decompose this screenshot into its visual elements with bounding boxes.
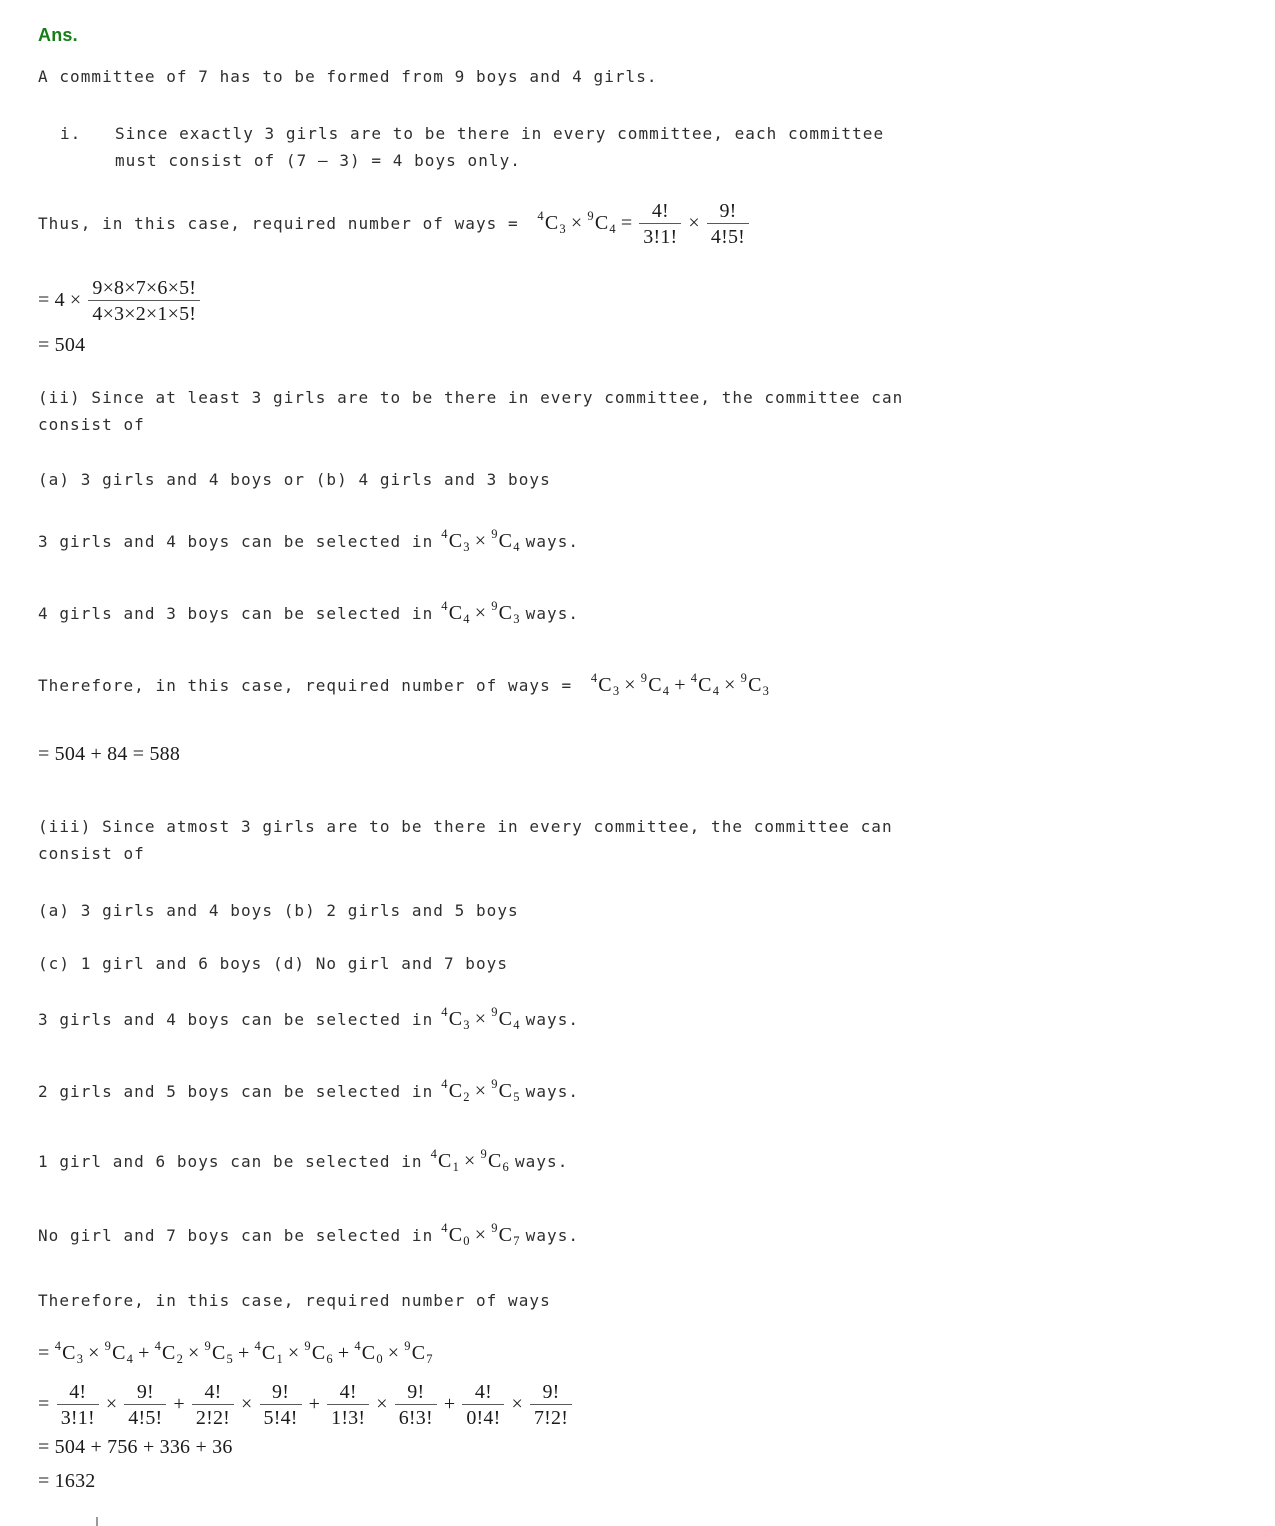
combination-symbol — [491, 526, 520, 554]
combination-letter: C — [448, 529, 463, 552]
combination-superscript: 9 — [491, 1004, 498, 1019]
combination-letter: C — [448, 601, 463, 624]
sentence-text: Thus, in this case, required number of ways = — [38, 213, 530, 233]
combination-superscript: 4 — [354, 1338, 361, 1353]
case-ii-ways-line — [38, 665, 1048, 705]
math-operator: × — [376, 1392, 388, 1415]
combination-letter: C — [498, 601, 513, 624]
sentence-text: 3 girls and 4 boys can be selected in — [38, 1009, 434, 1029]
combination-subscript: 7 — [426, 1351, 433, 1366]
combination-symbol — [204, 1338, 233, 1366]
combination-subscript: 1 — [452, 1159, 460, 1174]
case-iii-combination-sum — [38, 1338, 1235, 1367]
combination-subscript: 0 — [376, 1351, 383, 1366]
combination-symbol — [537, 208, 566, 236]
combination-superscript: 4 — [154, 1338, 162, 1353]
combination-symbol — [404, 1338, 433, 1366]
combination-letter: C — [498, 1007, 513, 1030]
fraction — [462, 1381, 504, 1430]
combination-subscript: 3 — [612, 683, 620, 698]
math-operator: × — [570, 211, 583, 234]
combination-superscript: 4 — [54, 1338, 62, 1353]
case-i-item — [38, 120, 1235, 174]
combination-superscript: 4 — [441, 1004, 448, 1019]
fraction-numerator: 9! — [542, 1380, 560, 1403]
math-operator: = — [620, 211, 633, 234]
combination-subscript: 4 — [662, 683, 670, 698]
math-expression — [38, 1380, 574, 1430]
combination-subscript: 5 — [226, 1351, 233, 1366]
fraction — [639, 200, 681, 249]
combination-subscript: 4 — [609, 221, 616, 236]
combination-superscript: 9 — [304, 1338, 311, 1353]
combination-symbol — [491, 1004, 520, 1032]
fraction-denominator: 6!3! — [395, 1404, 437, 1429]
combination-letter: C — [698, 673, 712, 696]
math-operator: × — [387, 1341, 400, 1364]
combination-subscript: 5 — [513, 1089, 520, 1104]
fraction-numerator: 9! — [136, 1380, 154, 1403]
combination-symbol — [480, 1146, 509, 1174]
combination-symbol — [304, 1338, 333, 1366]
case-i-ways-line — [38, 200, 1048, 249]
combination-letter: C — [162, 1341, 176, 1364]
fraction-numerator: 4! — [339, 1380, 357, 1403]
combination-letter: C — [411, 1341, 426, 1364]
combination-letter: C — [498, 1079, 513, 1102]
fraction-numerator: 4! — [651, 200, 669, 222]
math-operator: + — [443, 1392, 456, 1415]
combination-subscript: 3 — [513, 611, 520, 626]
combination-letter: C — [448, 1007, 463, 1030]
combination-superscript: 4 — [441, 598, 448, 613]
fraction-denominator: 4!5! — [124, 1404, 166, 1429]
math-operator: × — [188, 1341, 200, 1364]
case-i-result — [38, 332, 1235, 358]
fraction-denominator: 3!1! — [639, 223, 681, 248]
combination-superscript: 9 — [491, 1076, 498, 1091]
fraction-denominator: 3!1! — [57, 1404, 99, 1429]
case-iii-options-2: (c) 1 girl and 6 boys (d) No girl and 7 boys — [38, 953, 509, 973]
combination-letter: C — [448, 1223, 463, 1246]
list-item-text: Since exactly 3 girls are to be there in every committee, each committee must consist of (7 – 3) = 4 boys only. — [115, 124, 885, 170]
combination-subscript: 6 — [502, 1159, 509, 1174]
combination-superscript: 9 — [640, 670, 648, 685]
math-operator: × — [624, 673, 636, 696]
combination-symbol — [441, 598, 470, 626]
combination-letter: C — [311, 1341, 326, 1364]
sentence-text-after-math: ways. — [525, 531, 580, 551]
math-text: = 504 + 756 + 336 + 36 — [38, 1435, 233, 1458]
combination-symbol — [441, 1076, 470, 1104]
case-iii-factorial-sum — [38, 1381, 1235, 1430]
fraction — [327, 1381, 369, 1430]
sentence-text: No girl and 7 boys can be selected in — [38, 1225, 434, 1245]
case-iii-selection-b — [38, 1071, 1048, 1111]
combination-symbol — [254, 1338, 283, 1366]
math-text: = 4 — [38, 288, 65, 311]
fraction-numerator: 9! — [407, 1380, 425, 1403]
combination-subscript: 4 — [513, 539, 520, 554]
combination-subscript: 1 — [276, 1351, 283, 1366]
combination-symbol — [154, 1338, 184, 1366]
combination-letter: C — [62, 1341, 76, 1364]
math-expression — [537, 200, 751, 249]
combination-symbol — [491, 1076, 520, 1104]
sentence-text-after-math: ways. — [525, 603, 580, 623]
math-operator: + — [674, 673, 686, 696]
sentence-text: 3 girls and 4 boys can be selected in — [38, 531, 434, 551]
math-expression — [38, 1338, 433, 1366]
content — [38, 63, 1235, 1494]
math-operator: × — [474, 1223, 487, 1246]
math-expression — [38, 1470, 95, 1492]
sentence-text: Therefore, in this case, required number of ways = — [38, 675, 583, 695]
combination-subscript: 3 — [762, 683, 770, 698]
combination-symbol — [587, 208, 616, 236]
combination-symbol — [640, 670, 670, 698]
sentence-text-after-math: ways. — [525, 1009, 580, 1029]
combination-superscript: 4 — [430, 1146, 438, 1161]
case-ii-selection-a — [38, 521, 1048, 561]
sentence-text-after-math: ways. — [525, 1081, 580, 1101]
combination-superscript: 9 — [104, 1338, 112, 1353]
math-operator: × — [474, 601, 487, 624]
math-operator: × — [241, 1392, 253, 1415]
combination-letter: C — [361, 1341, 376, 1364]
combination-superscript: 9 — [480, 1146, 487, 1161]
math-operator: × — [474, 1079, 487, 1102]
math-operator: × — [464, 1149, 476, 1172]
math-text: = — [38, 1341, 55, 1364]
math-expression — [38, 743, 180, 765]
combination-symbol — [54, 1338, 84, 1366]
fraction-numerator: 4! — [474, 1380, 492, 1403]
math-operator: × — [511, 1392, 523, 1415]
combination-letter: C — [487, 1149, 502, 1172]
combination-superscript: 4 — [441, 1220, 448, 1235]
combination-superscript: 9 — [491, 598, 498, 613]
math-operator: + — [308, 1392, 321, 1415]
combination-subscript: 4 — [463, 611, 470, 626]
case-iii-ways-label: Therefore, in this case, required number of ways — [38, 1290, 551, 1310]
case-ii-intro: (ii) Since at least 3 girls are to be there in every committee, the committee can consist of — [38, 387, 904, 434]
combination-letter: C — [211, 1341, 226, 1364]
math-text: = 504 + 84 = 588 — [38, 742, 181, 765]
combination-letter: C — [448, 1079, 463, 1102]
combination-letter: C — [598, 673, 612, 696]
combination-superscript: 4 — [441, 526, 448, 541]
math-expression — [590, 670, 770, 698]
math-operator: × — [287, 1341, 300, 1364]
combination-symbol — [441, 1004, 470, 1032]
math-operator: × — [474, 529, 487, 552]
case-i-evaluation — [38, 277, 1235, 326]
math-operator: + — [237, 1341, 250, 1364]
fraction-numerator: 4! — [204, 1380, 222, 1403]
case-iii-result — [38, 1468, 1235, 1494]
combination-superscript: 9 — [491, 526, 498, 541]
fraction — [192, 1381, 234, 1430]
bottom-edge-artifact — [96, 1517, 98, 1526]
math-expression — [441, 598, 520, 626]
combination-superscript: 4 — [254, 1338, 261, 1353]
math-operator: × — [88, 1341, 100, 1364]
combination-symbol — [354, 1338, 383, 1366]
fraction-numerator: 4! — [69, 1380, 87, 1403]
math-operator: × — [688, 211, 700, 234]
combination-subscript: 2 — [463, 1089, 470, 1104]
case-ii-options: (a) 3 girls and 4 boys or (b) 4 girls and 3 boys — [38, 469, 551, 489]
fraction — [707, 200, 749, 249]
combination-symbol — [590, 670, 620, 698]
math-operator: + — [173, 1392, 185, 1415]
combination-superscript: 9 — [204, 1338, 211, 1353]
math-operator: × — [105, 1392, 118, 1415]
combination-letter: C — [648, 673, 662, 696]
combination-symbol — [104, 1338, 134, 1366]
combination-letter: C — [748, 673, 762, 696]
math-text: = — [38, 1392, 55, 1415]
fraction-denominator: 5!4! — [260, 1404, 302, 1429]
combination-letter: C — [261, 1341, 276, 1364]
combination-letter: C — [112, 1341, 126, 1364]
combination-subscript: 4 — [513, 1017, 520, 1032]
fraction-denominator: 7!2! — [530, 1404, 572, 1429]
fraction-denominator: 0!4! — [462, 1404, 504, 1429]
case-iii-intro: (iii) Since atmost 3 girls are to be there in every committee, the committee can consist of — [38, 816, 893, 863]
fraction — [260, 1381, 302, 1430]
combination-superscript: 9 — [404, 1338, 411, 1353]
combination-letter: C — [544, 211, 559, 234]
combination-subscript: 3 — [463, 1017, 470, 1032]
math-expression — [441, 1076, 520, 1104]
sentence-text: 2 girls and 5 boys can be selected in — [38, 1081, 434, 1101]
math-text: = 1632 — [38, 1469, 96, 1492]
combination-subscript: 4 — [126, 1351, 134, 1366]
sentence-text: 4 girls and 3 boys can be selected in — [38, 603, 434, 623]
fraction-numerator: 9! — [719, 200, 737, 222]
fraction — [530, 1381, 572, 1430]
math-text: = 504 — [38, 333, 86, 356]
case-iii-selection-a — [38, 999, 1048, 1039]
case-iii-options-1: (a) 3 girls and 4 boys (b) 2 girls and 5 boys — [38, 900, 519, 920]
combination-superscript: 4 — [590, 670, 598, 685]
math-operator: × — [69, 288, 82, 311]
combination-subscript: 0 — [463, 1233, 470, 1248]
case-iii-partial-sum — [38, 1434, 1235, 1460]
combination-superscript: 9 — [491, 1220, 498, 1235]
intro-line: A committee of 7 has to be formed from 9 boys and 4 girls. — [38, 67, 658, 86]
sentence-text: 1 girl and 6 boys can be selected in — [38, 1151, 423, 1171]
combination-symbol — [441, 526, 470, 554]
fraction — [124, 1381, 166, 1430]
case-ii-result — [38, 741, 1235, 767]
combination-subscript: 6 — [326, 1351, 333, 1366]
combination-letter: C — [438, 1149, 452, 1172]
combination-subscript: 7 — [513, 1233, 520, 1248]
case-iii-selection-d — [38, 1215, 1048, 1255]
combination-subscript: 3 — [559, 221, 566, 236]
combination-symbol — [491, 1220, 520, 1248]
case-ii-selection-b — [38, 593, 1048, 633]
combination-symbol — [690, 670, 720, 698]
fraction — [57, 1381, 99, 1430]
combination-letter: C — [498, 1223, 513, 1246]
fraction-denominator: 4!5! — [707, 223, 749, 248]
math-expression — [441, 1220, 520, 1248]
math-operator: + — [138, 1341, 150, 1364]
combination-subscript: 3 — [463, 539, 470, 554]
combination-letter: C — [594, 211, 609, 234]
fraction-denominator: 2!2! — [192, 1404, 234, 1429]
math-operator: × — [724, 673, 736, 696]
combination-symbol — [491, 598, 520, 626]
fraction — [88, 277, 200, 326]
fraction-denominator: 1!3! — [327, 1404, 369, 1429]
math-expression — [441, 1004, 520, 1032]
combination-symbol — [430, 1146, 460, 1174]
combination-subscript: 3 — [76, 1351, 84, 1366]
combination-superscript: 9 — [740, 670, 748, 685]
combination-superscript: 9 — [587, 208, 594, 223]
combination-subscript: 2 — [176, 1351, 184, 1366]
fraction-denominator: 4×3×2×1×5! — [88, 300, 200, 325]
combination-symbol — [441, 1220, 470, 1248]
math-expression — [430, 1146, 509, 1174]
answer-label: Ans. — [38, 25, 78, 45]
math-operator: + — [337, 1341, 350, 1364]
math-expression — [38, 1436, 233, 1458]
fraction — [395, 1381, 437, 1430]
combination-superscript: 4 — [441, 1076, 448, 1091]
math-expression — [441, 526, 520, 554]
list-marker: i. — [60, 124, 82, 143]
sentence-text-after-math: ways. — [514, 1151, 569, 1171]
combination-superscript: 4 — [690, 670, 698, 685]
combination-subscript: 4 — [712, 683, 720, 698]
fraction-numerator: 9×8×7×6×5! — [92, 276, 197, 299]
combination-letter: C — [498, 529, 513, 552]
combination-superscript: 4 — [537, 208, 544, 223]
case-iii-selection-c — [38, 1141, 1048, 1181]
fraction-numerator: 9! — [272, 1380, 290, 1403]
math-operator: × — [474, 1007, 487, 1030]
math-expression — [38, 334, 85, 356]
sentence-text-after-math: ways. — [525, 1225, 580, 1245]
combination-symbol — [740, 670, 770, 698]
